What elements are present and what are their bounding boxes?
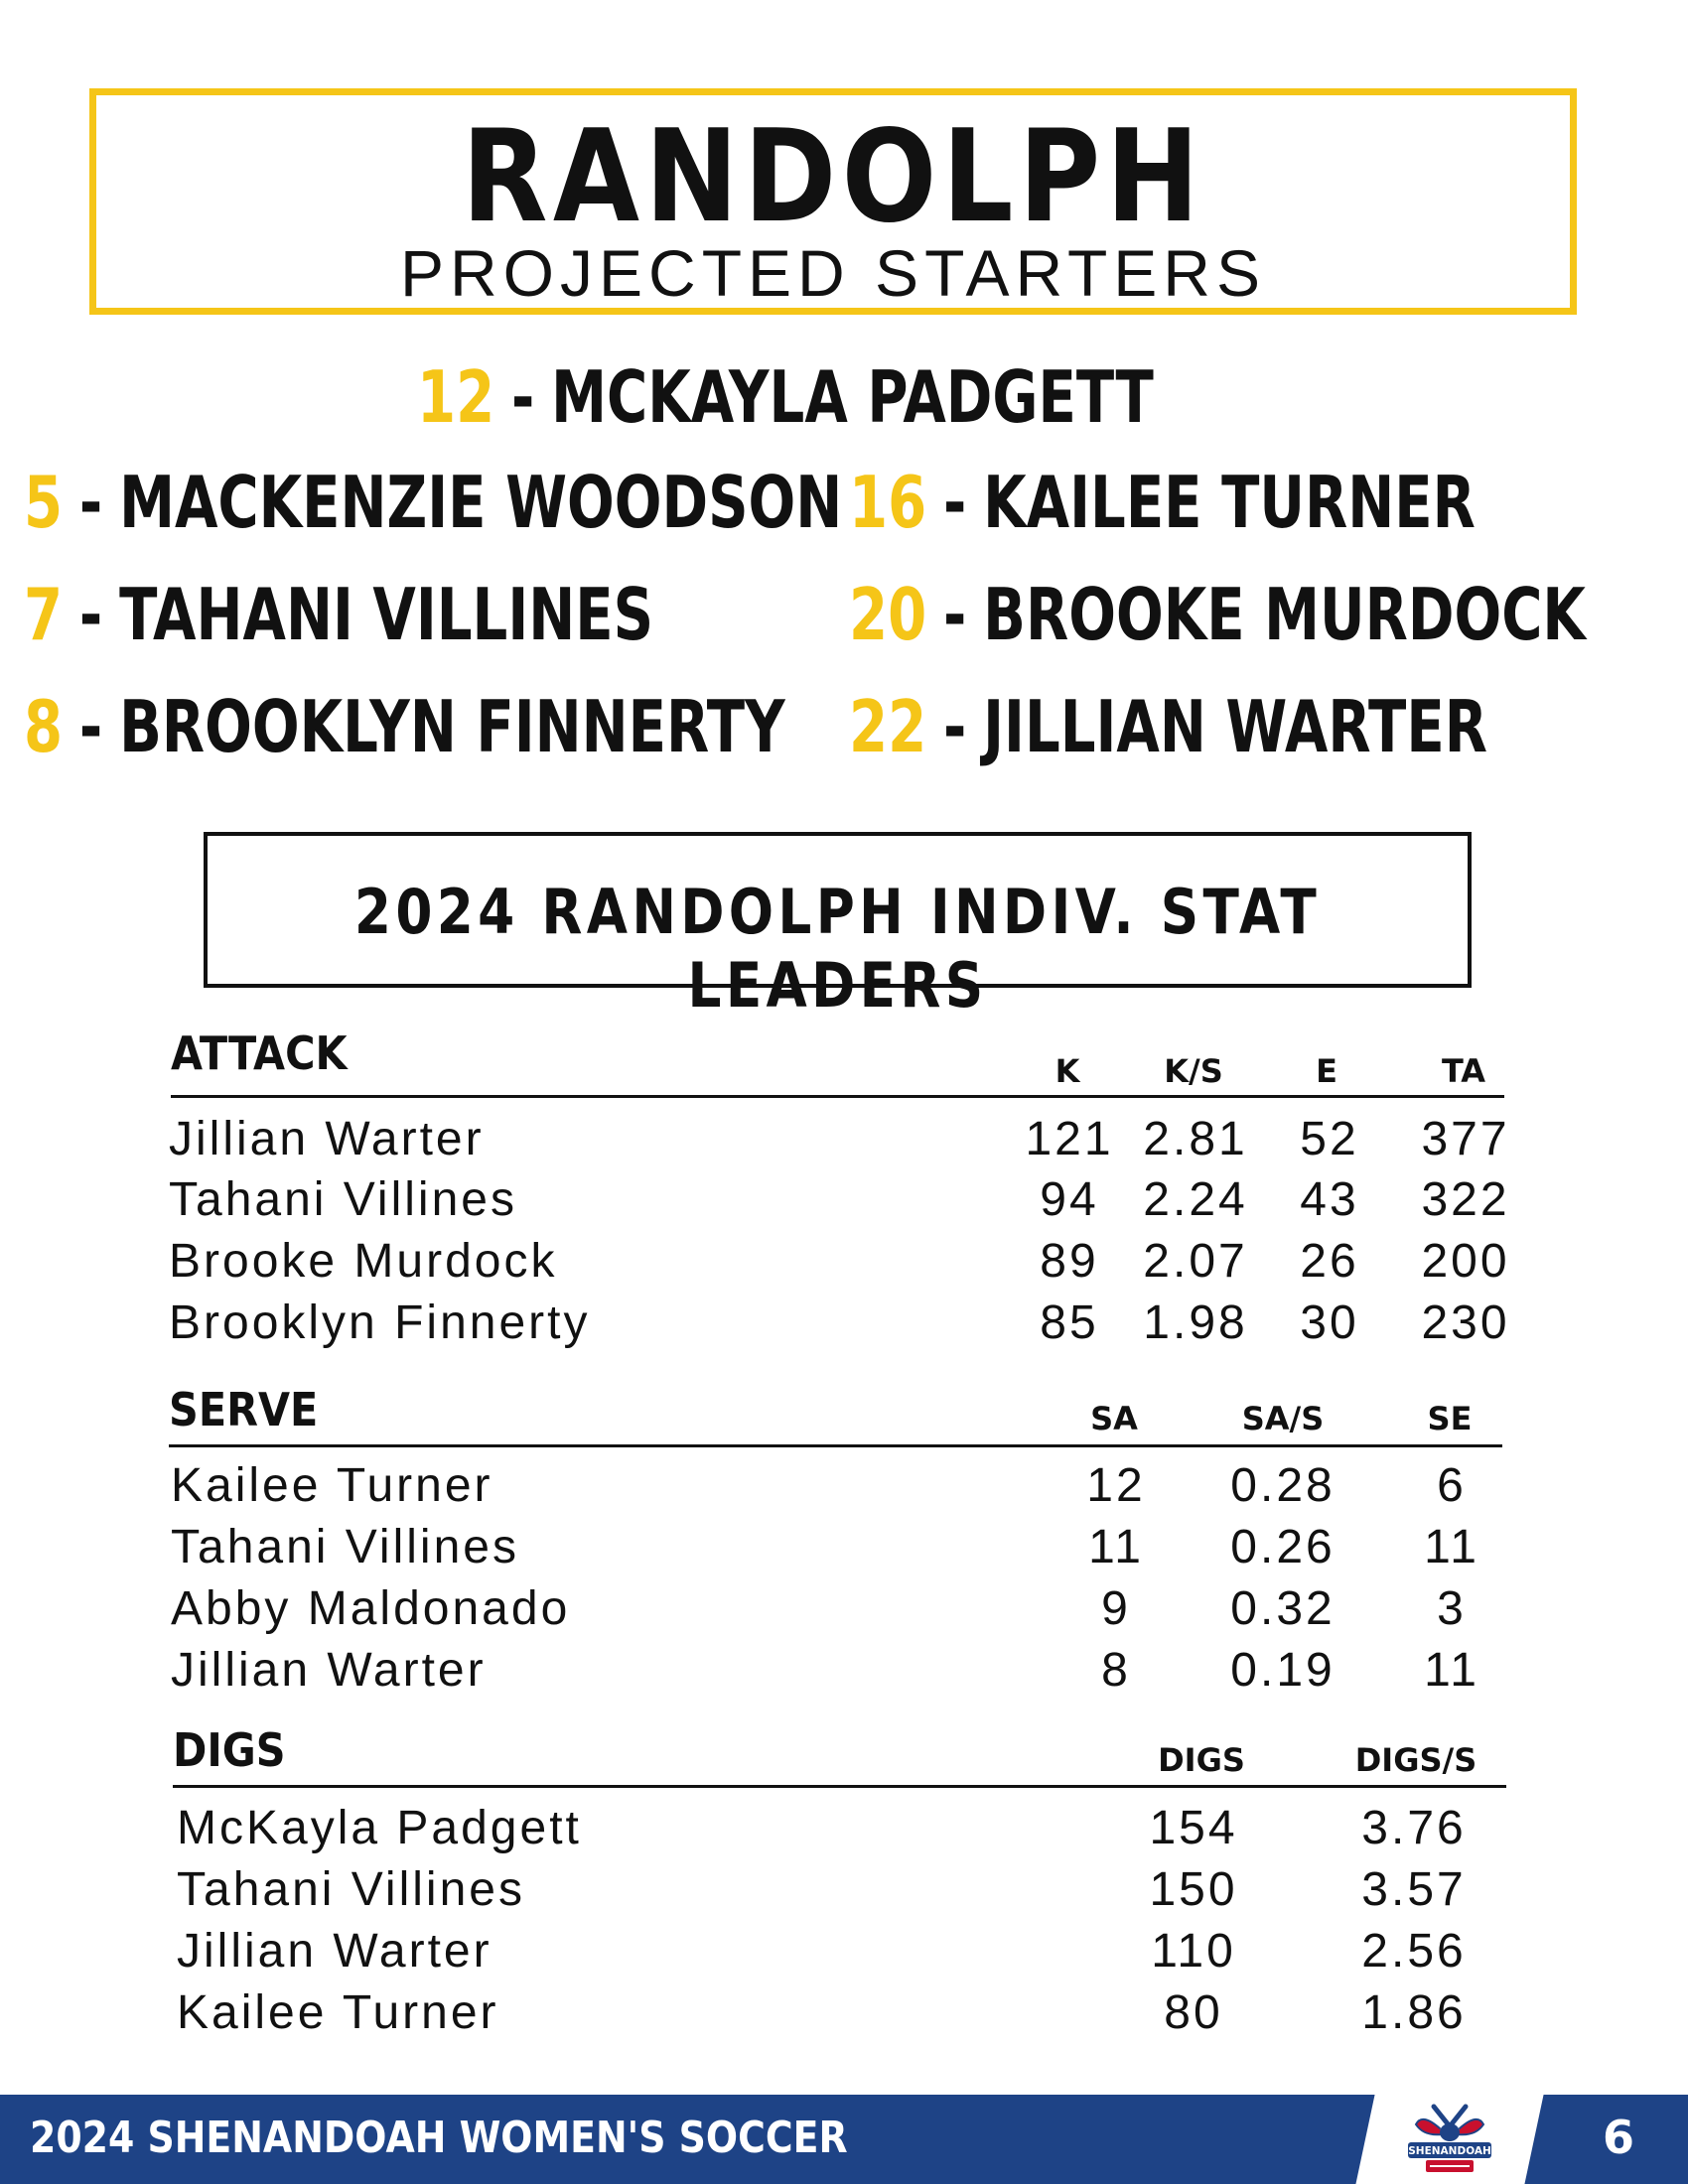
digs-section-label: DIGS (173, 1723, 286, 1777)
starter-dash: - (511, 355, 535, 439)
stat-value: 89 (1040, 1235, 1099, 1288)
stat-value: 11 (1424, 1521, 1479, 1573)
hornets-logo-icon (1400, 2097, 1499, 2182)
stat-value: 110 (1151, 1925, 1236, 1978)
starter-item (24, 685, 785, 768)
player-name: Kailee Turner (177, 1986, 499, 2039)
section-divider (173, 1785, 1506, 1788)
stat-value: 26 (1300, 1235, 1359, 1288)
serve-section-label: SERVE (169, 1383, 319, 1436)
column-header: E (1316, 1052, 1337, 1090)
starter-number: 20 (849, 573, 927, 656)
column-header: TA (1441, 1052, 1486, 1090)
column-header: DIGS/S (1354, 1741, 1477, 1779)
player-name: Jillian Warter (169, 1113, 485, 1165)
stat-value: 0.19 (1230, 1644, 1336, 1697)
player-name: Jillian Warter (171, 1644, 487, 1697)
stat-value: 1.86 (1361, 1986, 1467, 2039)
stat-value: 154 (1149, 1802, 1238, 1854)
stat-leaders-box (204, 832, 1472, 1023)
page-number: 6 (1602, 2111, 1634, 2164)
starter-name: JILLIAN WARTER (983, 685, 1487, 768)
stat-value: 94 (1040, 1173, 1099, 1226)
starter-name: MCKAYLA PADGETT (551, 355, 1154, 439)
starter-dash: - (943, 573, 967, 656)
stat-value: 9 (1101, 1582, 1131, 1635)
stat-value: 230 (1421, 1297, 1510, 1349)
logo-wordmark: SHENANDOAH (1408, 2145, 1491, 2157)
stat-value: 150 (1149, 1863, 1238, 1916)
column-header: SE (1427, 1400, 1473, 1437)
column-header: SA/S (1241, 1400, 1325, 1437)
attack-section-label: ATTACK (171, 1026, 348, 1080)
section-divider (169, 1444, 1502, 1447)
stat-value: 8 (1101, 1644, 1131, 1697)
player-name: Brooke Murdock (169, 1235, 558, 1288)
starter-item (24, 573, 654, 656)
stat-value: 11 (1088, 1521, 1144, 1573)
starter-number: 5 (24, 461, 64, 544)
player-name: Jillian Warter (177, 1925, 492, 1978)
starter-name: TAHANI VILLINES (119, 573, 654, 656)
starter-name: BROOKE MURDOCK (983, 573, 1586, 656)
starter-name: BROOKLYN FINNERTY (119, 685, 785, 768)
player-name: McKayla Padgett (177, 1802, 582, 1854)
column-header: SA (1090, 1400, 1138, 1437)
stat-leaders-title: 2024 RANDOLPH INDIV. STAT LEADERS (353, 876, 1322, 1023)
player-name: Brooklyn Finnerty (169, 1297, 591, 1349)
stat-value: 12 (1086, 1459, 1146, 1512)
starter-dash: - (78, 573, 103, 656)
starter-number: 8 (24, 685, 64, 768)
player-name: Tahani Villines (169, 1173, 517, 1226)
stat-value: 0.28 (1230, 1459, 1336, 1512)
stat-value: 3.76 (1361, 1802, 1467, 1854)
starter-name: KAILEE TURNER (983, 461, 1476, 544)
stat-value: 11 (1424, 1644, 1479, 1697)
stat-value: 85 (1040, 1297, 1099, 1349)
starter-item (417, 355, 1154, 439)
starter-number: 16 (849, 461, 927, 544)
stat-value: 80 (1164, 1986, 1223, 2039)
starter-dash: - (78, 685, 103, 768)
stat-value: 377 (1421, 1113, 1510, 1165)
stat-value: 2.81 (1143, 1113, 1248, 1165)
starter-item (849, 573, 1586, 656)
stat-value: 52 (1300, 1113, 1359, 1165)
team-title: RANDOLPH (461, 103, 1205, 251)
stat-value: 322 (1421, 1173, 1510, 1226)
player-name: Tahani Villines (177, 1863, 525, 1916)
page-subtitle: PROJECTED STARTERS (400, 236, 1266, 310)
section-divider (171, 1095, 1504, 1098)
starter-item (24, 461, 843, 544)
stat-value: 121 (1025, 1113, 1114, 1165)
player-name: Tahani Villines (171, 1521, 519, 1573)
stat-value: 2.24 (1143, 1173, 1248, 1226)
stat-value: 6 (1437, 1459, 1467, 1512)
column-header: K/S (1164, 1052, 1223, 1090)
starter-number: 7 (24, 573, 64, 656)
stat-value: 3.57 (1361, 1863, 1467, 1916)
starter-item (849, 685, 1487, 768)
starter-dash: - (943, 461, 967, 544)
footer-title: 2024 SHENANDOAH WOMEN'S SOCCER (30, 2113, 848, 2163)
stat-value: 0.32 (1230, 1582, 1336, 1635)
player-name: Kailee Turner (171, 1459, 493, 1512)
starter-item (849, 461, 1476, 544)
stat-value: 200 (1421, 1235, 1510, 1288)
starter-name: MACKENZIE WOODSON (119, 461, 843, 544)
title-box (89, 88, 1577, 315)
player-name: Abby Maldonado (171, 1582, 571, 1635)
stat-value: 3 (1437, 1582, 1467, 1635)
starter-number: 12 (417, 355, 495, 439)
stat-value: 0.26 (1230, 1521, 1336, 1573)
starter-dash: - (78, 461, 103, 544)
starter-number: 22 (849, 685, 927, 768)
stat-value: 1.98 (1143, 1297, 1248, 1349)
starter-dash: - (943, 685, 967, 768)
stat-value: 2.56 (1361, 1925, 1467, 1978)
column-header: K (1055, 1052, 1080, 1090)
stat-value: 2.07 (1143, 1235, 1248, 1288)
column-header: DIGS (1158, 1741, 1245, 1779)
stat-value: 30 (1300, 1297, 1359, 1349)
stat-value: 43 (1300, 1173, 1359, 1226)
